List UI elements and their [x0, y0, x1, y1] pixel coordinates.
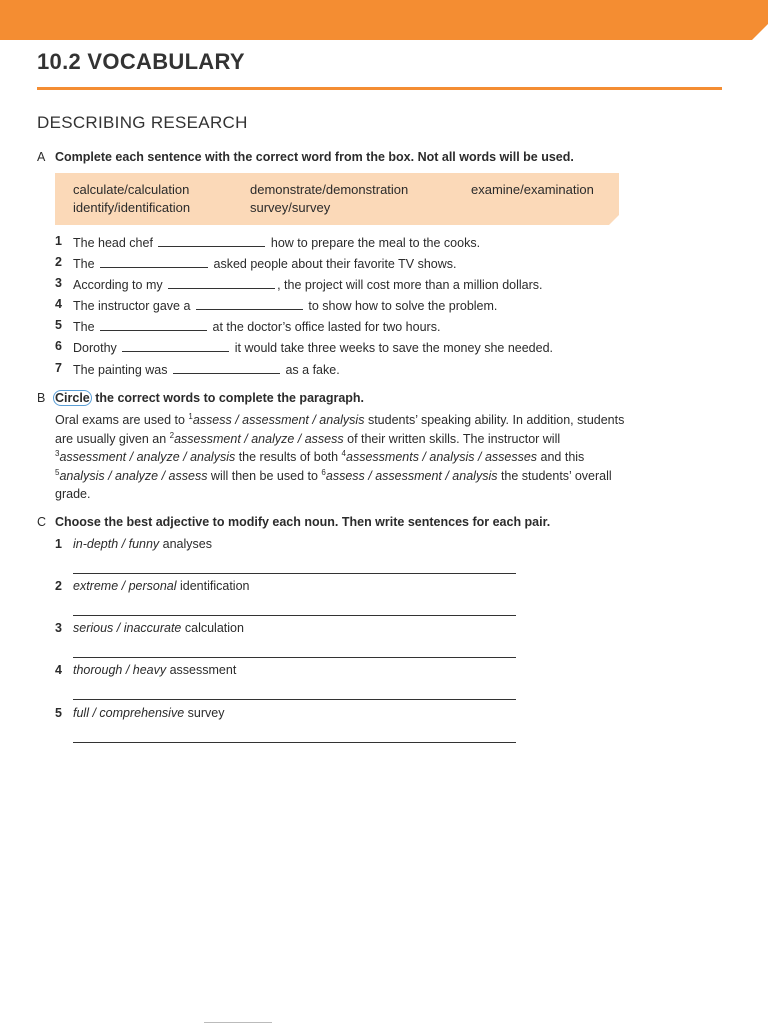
word-box-corner	[608, 214, 620, 226]
item-superscript: 2	[169, 430, 175, 440]
pair-number: 4	[55, 663, 62, 677]
exercise-a-letter: A	[37, 150, 46, 164]
word-choice-options[interactable]: assessments / analysis / assesses	[346, 450, 538, 464]
word-box	[55, 173, 619, 225]
item-superscript: 4	[341, 449, 346, 458]
paragraph-text: students’ speaking ability. In addition, students are usually given an	[55, 413, 625, 446]
exercise-a-instruction: Complete each sentence with the correct word from the box. Not all words will be used.	[55, 150, 574, 164]
sentence-number: 4	[55, 297, 62, 311]
pair-noun: assessment	[166, 663, 237, 677]
pair-number: 2	[55, 579, 62, 593]
sentence-text-before: The	[73, 257, 95, 271]
word-box-item: identify/identification	[73, 200, 191, 215]
adjective-options: thorough / heavy	[73, 663, 167, 677]
exercise-c-instruction: Choose the best adjective to modify each noun. Then write sentences for each pair.	[55, 515, 551, 529]
writing-line[interactable]	[73, 699, 516, 700]
answer-blank[interactable]	[122, 338, 229, 352]
writing-line[interactable]	[73, 615, 516, 616]
word-choice-options[interactable]: analysis / analyze / assess	[59, 468, 208, 483]
sentence-text-before: According to my	[73, 278, 163, 292]
sentence-text-after: , the project will cost more than a million dollars.	[277, 278, 543, 292]
exercise-c-letter: C	[37, 515, 47, 529]
footer-mark	[204, 1022, 272, 1023]
sentence-number: 5	[55, 318, 62, 332]
unit-title: 10.2 VOCABULARY	[37, 49, 245, 74]
header-band-shape	[0, 0, 768, 40]
word-choice-options[interactable]: assess / assessment / analysis	[192, 413, 365, 427]
answer-blank[interactable]	[168, 275, 275, 289]
item-superscript: 3	[55, 449, 60, 458]
answer-blank[interactable]	[173, 360, 280, 374]
sentence-text-after: to show how to solve the problem.	[308, 299, 498, 313]
answer-blank[interactable]	[100, 254, 208, 268]
adjective-options: extreme / personal	[73, 579, 177, 593]
sentence-number: 1	[55, 234, 62, 248]
sentence-number: 3	[55, 276, 62, 290]
paragraph-text: will then be used to	[207, 468, 322, 483]
sentence-number: 6	[55, 339, 62, 353]
word-box-item: survey/survey	[250, 200, 331, 215]
pair-number: 3	[55, 621, 62, 635]
adjective-options: serious / inaccurate	[73, 621, 182, 635]
adjective-options: full / comprehensive	[73, 706, 185, 720]
word-box-item: examine/examination	[471, 182, 594, 197]
sentence-text-after: at the doctor’s office lasted for two hours.	[212, 320, 441, 334]
paragraph-text: the students’ overall grade.	[55, 468, 612, 501]
writing-line[interactable]	[73, 657, 516, 658]
adjective-options: in-depth / funny	[73, 537, 160, 551]
sentence-text-after: how to prepare the meal to the cooks.	[270, 236, 481, 250]
pair-noun: survey	[184, 706, 225, 720]
sentence-text-before: The painting was	[73, 363, 168, 377]
answer-blank[interactable]	[158, 233, 265, 247]
writing-line[interactable]	[73, 742, 516, 743]
sentence-text-after: asked people about their favorite TV shows.	[213, 257, 457, 271]
sentence-text-before: The instructor gave a	[73, 299, 191, 313]
exercise-b-paragraph	[55, 411, 625, 504]
answer-blank[interactable]	[196, 296, 303, 310]
word-choice-options[interactable]: assessment / analyze / analysis	[59, 450, 236, 464]
exercise-b-letter: B	[37, 391, 46, 405]
pair-noun: identification	[176, 579, 250, 593]
writing-line[interactable]	[73, 573, 516, 574]
pair-noun: calculation	[181, 621, 244, 635]
sentence-text-after: as a fake.	[285, 363, 340, 377]
word-box-item: calculate/calculation	[73, 182, 190, 197]
paragraph-text: Oral exams are used to	[55, 413, 189, 427]
item-superscript: 5	[55, 467, 60, 477]
header-band	[0, 0, 768, 40]
word-choice-options[interactable]: assessment / analyze / assess	[174, 431, 344, 446]
item-superscript: 6	[321, 467, 326, 477]
pair-number: 5	[55, 706, 62, 720]
exercise-b-instruction: the correct words to complete the paragraph.	[91, 391, 365, 405]
word-box-item: demonstrate/demonstration	[250, 182, 409, 197]
sentence-text-before: Dorothy	[73, 341, 117, 355]
sentence-number: 7	[55, 361, 62, 375]
pair-number: 1	[55, 537, 62, 551]
pair-noun: analyses	[159, 537, 212, 551]
sentence-text-before: The head chef	[73, 236, 153, 250]
sentence-number: 2	[55, 255, 62, 269]
circled-word: Circle	[55, 391, 90, 405]
answer-blank[interactable]	[100, 317, 207, 331]
title-divider	[37, 87, 722, 90]
paragraph-text: and this	[537, 450, 585, 464]
sentence-text-after: it would take three weeks to save the money she needed.	[234, 341, 553, 355]
word-choice-options[interactable]: assess / assessment / analysis	[325, 468, 498, 483]
section-title: DESCRIBING RESEARCH	[37, 113, 248, 132]
item-superscript: 1	[188, 412, 193, 421]
paragraph-text: of their written skills. The instructor will	[343, 431, 561, 446]
sentence-text-before: The	[73, 320, 95, 334]
paragraph-text: the results of both	[235, 450, 342, 464]
